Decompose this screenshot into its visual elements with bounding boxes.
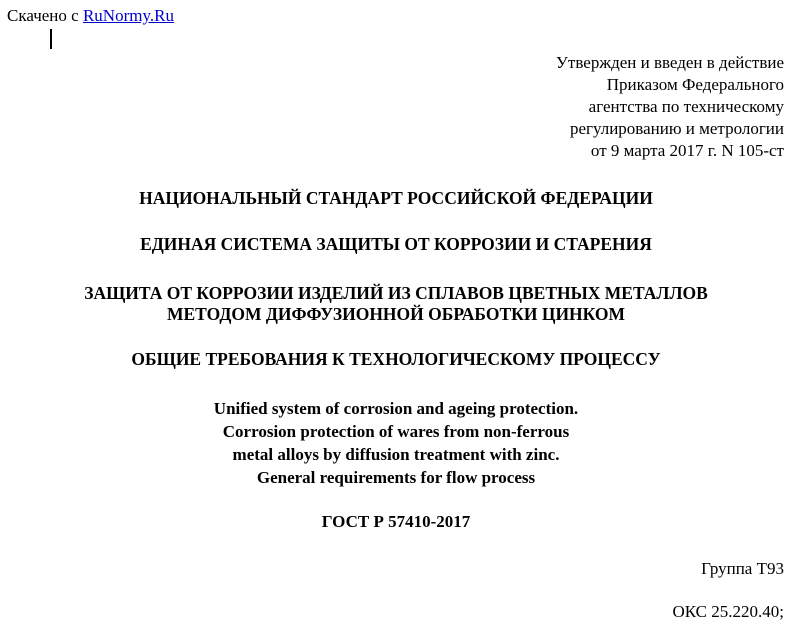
document-title [0, 283, 792, 325]
english-title-line: Unified system of corrosion and ageing protection. [213, 399, 579, 418]
english-title-line: Corrosion protection of wares from non-ferrous [222, 422, 570, 441]
approval-line: Утвержден и введен в действие [555, 53, 784, 72]
approval-line: регулированию и метрологии [569, 119, 784, 138]
source-link[interactable]: RuNormy.Ru [82, 6, 174, 25]
source-prefix: Скачено с [7, 6, 83, 25]
group-code: Группа Т93 [701, 559, 784, 578]
approval-line: агентства по техническому [588, 97, 784, 116]
source-line [7, 6, 174, 26]
english-title [0, 397, 792, 489]
approval-block [424, 52, 784, 162]
text-cursor [50, 29, 52, 49]
general-requirements-heading: ОБЩИЕ ТРЕБОВАНИЯ К ТЕХНОЛОГИЧЕСКОМУ ПРОЦЕССУ [131, 349, 661, 369]
english-title-line: metal alloys by diffusion treatment with zinc. [232, 445, 560, 464]
standard-designation: ГОСТ Р 57410-2017 [321, 512, 471, 531]
unified-system-heading: ЕДИНАЯ СИСТЕМА ЗАЩИТЫ ОТ КОРРОЗИИ И СТАРЕНИЯ [140, 234, 652, 254]
oks-code: ОКС 25.220.40; [672, 602, 784, 621]
approval-line: от 9 марта 2017 г. N 105-ст [590, 141, 784, 160]
document-title-line: МЕТОДОМ ДИФФУЗИОННОЙ ОБРАБОТКИ ЦИНКОМ [166, 304, 626, 324]
approval-line: Приказом Федерального [606, 75, 784, 94]
national-standard-heading: НАЦИОНАЛЬНЫЙ СТАНДАРТ РОССИЙСКОЙ ФЕДЕРАЦИИ [139, 188, 653, 208]
document-title-line: ЗАЩИТА ОТ КОРРОЗИИ ИЗДЕЛИЙ ИЗ СПЛАВОВ ЦВЕТНЫХ МЕТАЛЛОВ [84, 283, 708, 303]
english-title-line: General requirements for flow process [256, 468, 536, 487]
